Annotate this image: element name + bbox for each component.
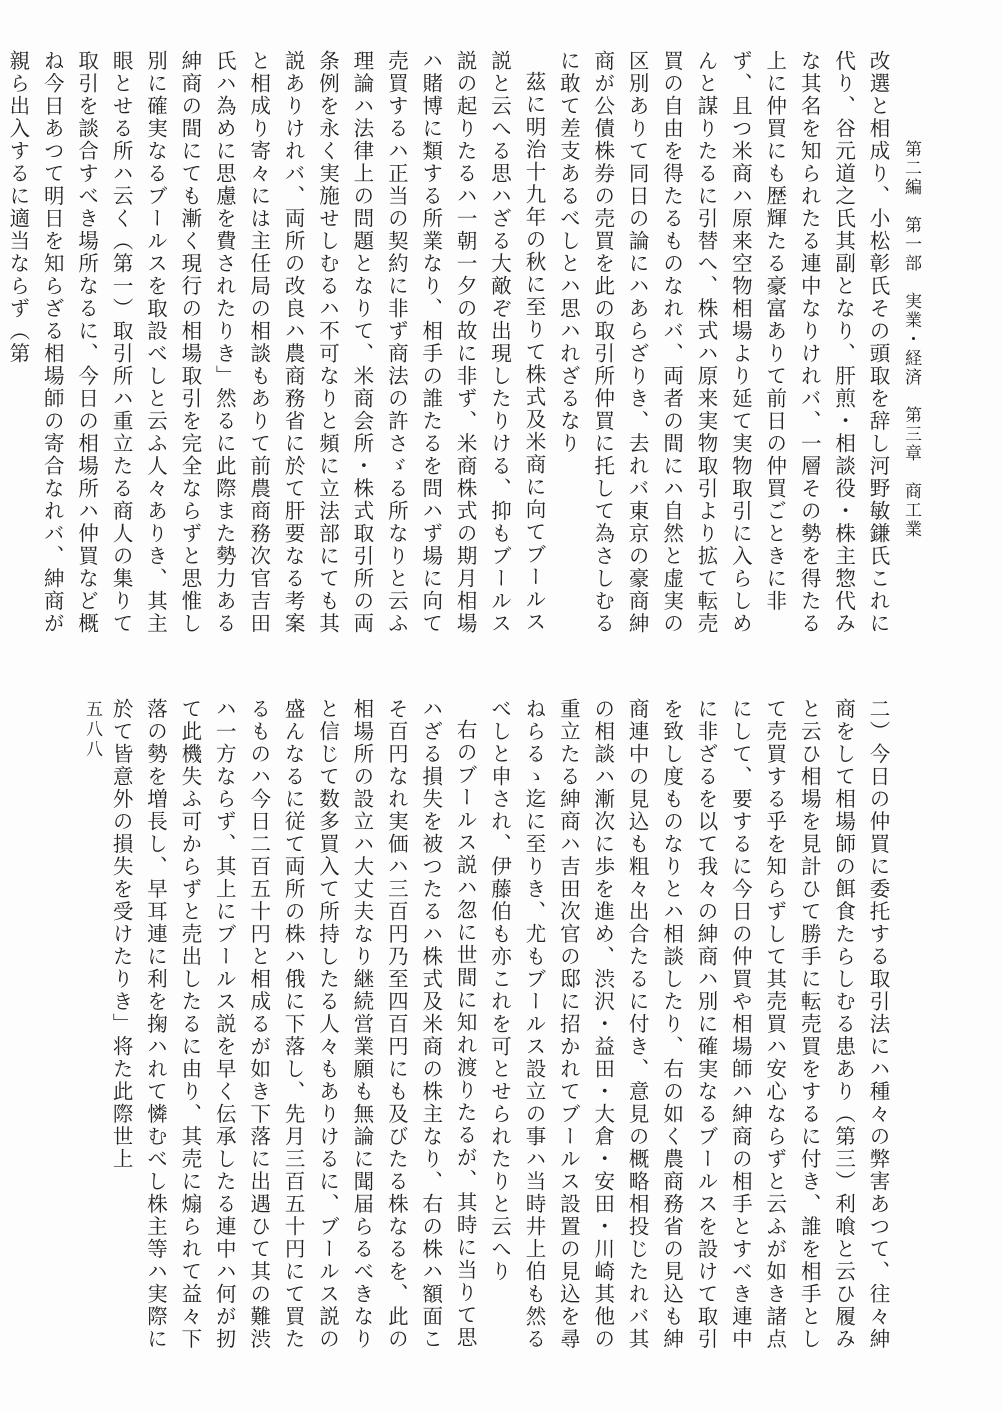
- body-paragraph: 右のブールス説ハ忽に世間に知れ渡りたるが、其時に当りて思ハざる損失を被つたるハ株式及米商の株主なり、右の株ハ額面こそ百円なれ実価ハ三百円乃至四百円にも及びたる株なるを、此の相場所の設立ハ大丈夫なり継続営業願も無論に聞届らるべきなりと信じて数多買入て所持したる人々もありけるに、ブールス説の盛んなるに従て両所の株ハ俄に下落し、先月三百五十円にて買たるものハ今日二百五十円と相成るが如き下落に出遇ひて其の難渋ハ一方ならず、其上にブールス説を早く伝承したる連中ハ何が扨て此機失ふ可からずと売出したるに由り、其売に煽られて益々下落の勢を増長し、早耳連に利を掬ハれて憐むべし株主等ハ実際に於て皆意外の損失を受けたりき」将た此際世上: [109, 698, 478, 1351]
- body-paragraph: 改選と相成り、小松彰氏その頭取を辞し河野敏鎌氏これに代り、谷元道之氏其副となり、肝煎・相談役・株主惣代みな其名を知られたる連中なりけれバ、一層その勢を得たる上に仲買にも歴輝たる豪富ありて前日の仲買ごときに非ず、且つ米商ハ原来空物相場より延て実物取引に入らしめんと謀りたるに引替へ、株式ハ原来実物取引より拡て転売買の自由を得たるものなれバ、両者の間にハ自然と虚実の区別ありて同日の論にハあらざりき、去れバ東京の豪商紳商が公債株券の売買を此の取引所仲買に托して為さしむるに敢て差支あるべしとハ思ハれざるなり: [556, 50, 890, 635]
- body-paragraph: 茲に明治十九年の秋に至りて株式及米商に向てブールス説と云へる思ハざる大敵ぞ出現したりける、抑もブールス説の起りたるハ一朝一夕の故に非ず、米商株式の期月相場ハ賭博に類する所業なり、相手の誰たるを問ハず場に向て売買するハ正当の契約に非ず商法の許さゞる所なりと云ふ理論ハ法律上の問題となりて、米商会所・株式取引所の両条例を永く実施せしむるハ不可なりと頻に立法部にても其説ありけれバ、両所の改良ハ農商務省に於て肝要なる考案と相成り寄々には主任局の相談もありて前農商務次官吉田氏ハ為めに思慮を費されたりき」然るに此際また勢力ある紳商の間にても漸く現行の相場取引を完全ならずと思惟し別に確実なるブールスを取設べしと云ふ人々ありき、其主眼とせる所ハ云く（第一）取引所ハ重立たる商人の集りて取引を談合すべき場所なるに、今日の相場所ハ仲買など概ね今日あつて明日を知らざる相場師の寄合なれバ、紳商が親ら出入するに適当ならず（第: [5, 50, 546, 635]
- body-paragraph: 二）今日の仲買に委托する取引法にハ種々の弊害あつて、往々紳商をして相場師の餌食たらしむる患あり（第三）利喰と云ひ履みと云ひ相場を見計ひて勝手に転売買をするに付き、誰を相手として売買する乎を知らずして其売買ハ安心ならずと云ふが如き諸点にして、要するに今日の仲買や相場師ハ紳商の相手とすべき連中に非ざるを以て我々の紳商ハ別に確実なるブールスを設けて取引を致し度ものなりとハ相談したり、右の如く農商務省の見込も紳商連中の見込も粗々出合たるに付き、意見の概略相投じたれバ其の相談ハ漸次に歩を進め、渋沢・益田・大倉・安田・川崎其他の重立たる紳商ハ吉田次官の邸に招かれてブールス設置の見込を尋ねらるゝ迄に至りき、尤もブールス設立の事ハ当時井上伯も然るべしと申され、伊藤伯も亦これを可とせられたりと云へり: [487, 698, 890, 1351]
- running-head: 第二編 第一部 実業・経済 第三章 商工業: [901, 140, 921, 539]
- page-number: 五八八: [82, 700, 102, 760]
- upper-text-block: [5, 50, 895, 655]
- lower-text-block: [95, 698, 895, 1363]
